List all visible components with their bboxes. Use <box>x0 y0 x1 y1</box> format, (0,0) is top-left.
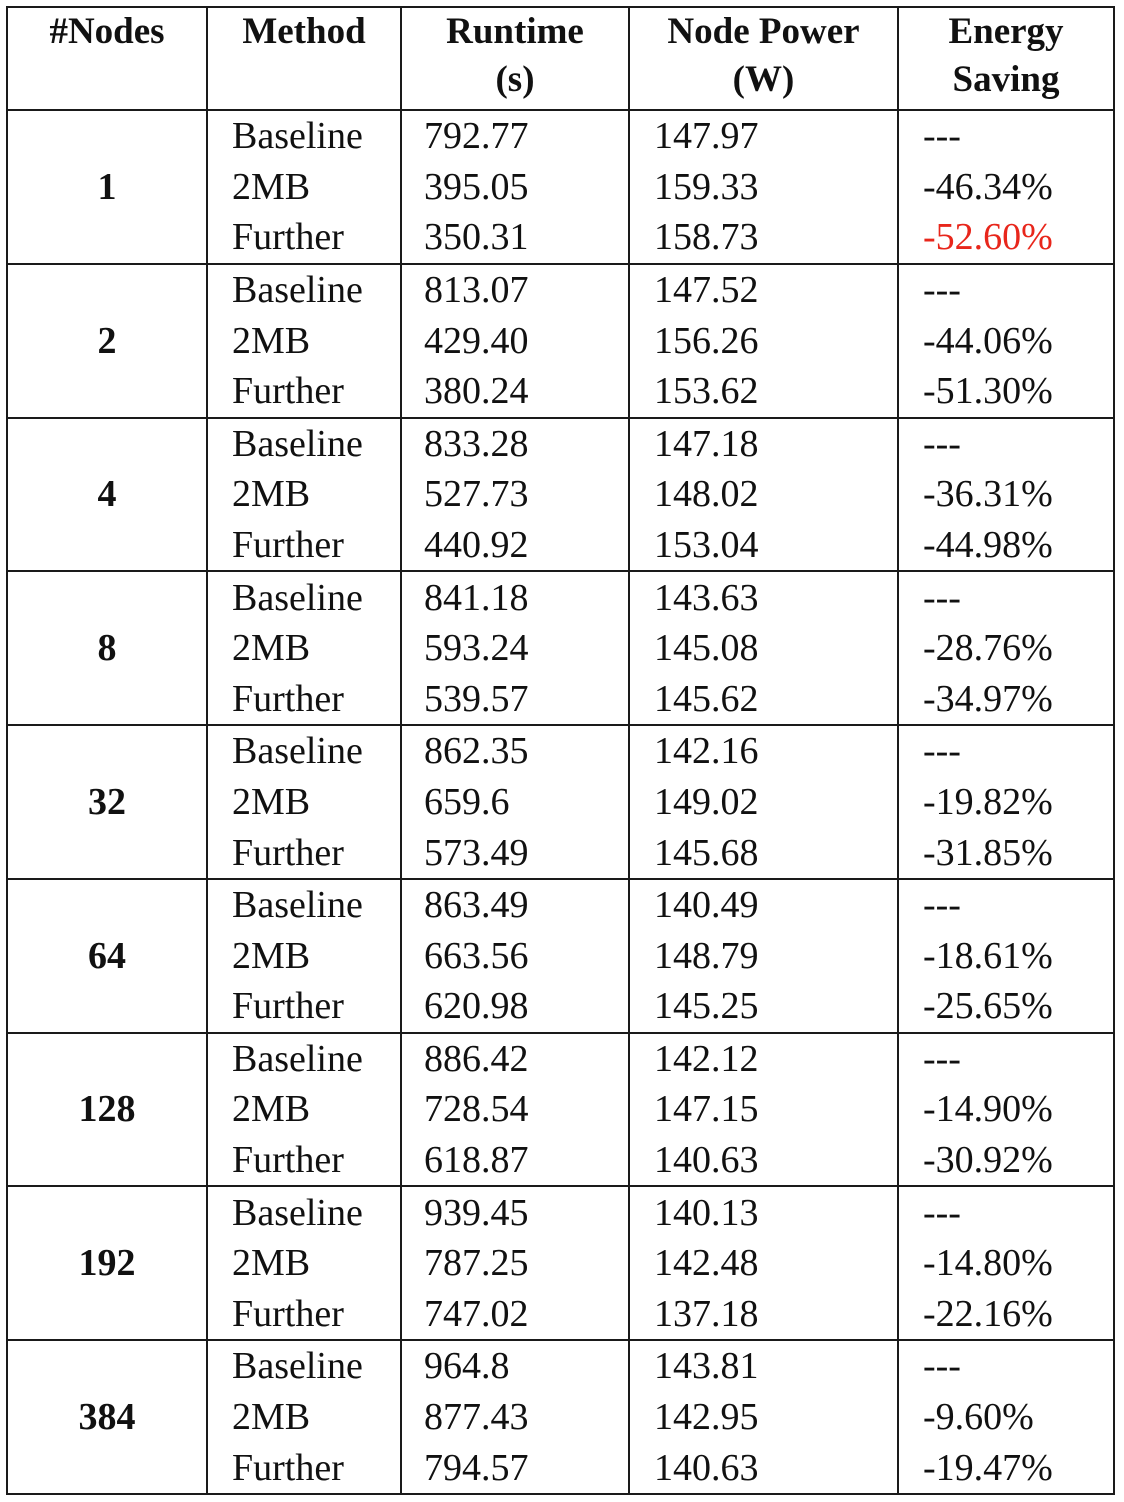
saving-cell: --- <box>898 879 1114 931</box>
method-cell: 2MB <box>207 1392 401 1443</box>
header-energy-saving: Energy Saving <box>898 7 1114 110</box>
method-cell: Baseline <box>207 418 401 470</box>
runtime-cell: 620.98 <box>401 981 629 1033</box>
saving-cell: -46.34% <box>898 162 1114 213</box>
saving-cell: -25.65% <box>898 981 1114 1033</box>
runtime-cell: 841.18 <box>401 571 629 623</box>
runtime-cell: 395.05 <box>401 162 629 213</box>
runtime-cell: 573.49 <box>401 827 629 879</box>
method-cell: Further <box>207 981 401 1033</box>
nodes-cell: 192 <box>7 1186 207 1340</box>
power-cell: 143.63 <box>629 571 898 623</box>
method-cell: Baseline <box>207 725 401 777</box>
method-cell: 2MB <box>207 623 401 674</box>
saving-cell: -36.31% <box>898 469 1114 520</box>
runtime-cell: 659.6 <box>401 777 629 828</box>
nodes-cell: 128 <box>7 1033 207 1187</box>
power-cell: 147.52 <box>629 264 898 316</box>
power-cell: 140.63 <box>629 1135 898 1187</box>
saving-cell: -52.60% <box>898 212 1114 264</box>
header-runtime: Runtime (s) <box>401 7 629 110</box>
method-cell: Further <box>207 1442 401 1494</box>
method-cell: Further <box>207 827 401 879</box>
saving-cell: --- <box>898 110 1114 162</box>
saving-cell: -14.80% <box>898 1238 1114 1289</box>
header-nodes: #Nodes <box>7 7 207 110</box>
power-cell: 140.13 <box>629 1186 898 1238</box>
runtime-cell: 862.35 <box>401 725 629 777</box>
method-cell: 2MB <box>207 930 401 981</box>
saving-cell: --- <box>898 264 1114 316</box>
runtime-cell: 787.25 <box>401 1238 629 1289</box>
power-cell: 147.97 <box>629 110 898 162</box>
power-cell: 145.25 <box>629 981 898 1033</box>
table-row <box>7 264 1114 316</box>
power-cell: 137.18 <box>629 1289 898 1341</box>
method-cell: Further <box>207 212 401 264</box>
power-cell: 149.02 <box>629 777 898 828</box>
runtime-cell: 728.54 <box>401 1084 629 1135</box>
method-cell: Further <box>207 1135 401 1187</box>
runtime-cell: 539.57 <box>401 673 629 725</box>
runtime-cell: 863.49 <box>401 879 629 931</box>
nodes-cell: 1 <box>7 110 207 264</box>
energy-results-table <box>6 6 1115 1495</box>
runtime-cell: 747.02 <box>401 1289 629 1341</box>
power-cell: 156.26 <box>629 315 898 366</box>
saving-cell: -34.97% <box>898 673 1114 725</box>
method-cell: 2MB <box>207 315 401 366</box>
header-node-power: Node Power (W) <box>629 7 898 110</box>
saving-cell: -22.16% <box>898 1289 1114 1341</box>
nodes-cell: 384 <box>7 1340 207 1494</box>
power-cell: 143.81 <box>629 1340 898 1392</box>
method-cell: 2MB <box>207 1084 401 1135</box>
table-row <box>7 1033 1114 1085</box>
header-row <box>7 7 1114 110</box>
runtime-cell: 380.24 <box>401 366 629 418</box>
saving-cell: --- <box>898 1340 1114 1392</box>
table-row <box>7 110 1114 162</box>
nodes-cell: 2 <box>7 264 207 418</box>
nodes-cell: 4 <box>7 418 207 572</box>
method-cell: Further <box>207 366 401 418</box>
runtime-cell: 792.77 <box>401 110 629 162</box>
method-cell: Baseline <box>207 571 401 623</box>
method-cell: 2MB <box>207 469 401 520</box>
method-cell: Baseline <box>207 1186 401 1238</box>
power-cell: 140.49 <box>629 879 898 931</box>
header-method: Method <box>207 7 401 110</box>
table-row <box>7 418 1114 470</box>
runtime-cell: 618.87 <box>401 1135 629 1187</box>
saving-cell: -19.82% <box>898 777 1114 828</box>
table-row <box>7 879 1114 931</box>
power-cell: 140.63 <box>629 1442 898 1494</box>
saving-cell: -14.90% <box>898 1084 1114 1135</box>
power-cell: 142.12 <box>629 1033 898 1085</box>
method-cell: Further <box>207 1289 401 1341</box>
power-cell: 142.48 <box>629 1238 898 1289</box>
saving-cell: -19.47% <box>898 1442 1114 1494</box>
saving-cell: -28.76% <box>898 623 1114 674</box>
power-cell: 145.62 <box>629 673 898 725</box>
method-cell: Further <box>207 520 401 572</box>
runtime-cell: 794.57 <box>401 1442 629 1494</box>
power-cell: 147.18 <box>629 418 898 470</box>
runtime-cell: 440.92 <box>401 520 629 572</box>
runtime-cell: 593.24 <box>401 623 629 674</box>
table-row <box>7 571 1114 623</box>
method-cell: 2MB <box>207 1238 401 1289</box>
saving-cell: -9.60% <box>898 1392 1114 1443</box>
power-cell: 153.62 <box>629 366 898 418</box>
power-cell: 148.02 <box>629 469 898 520</box>
method-cell: Baseline <box>207 1033 401 1085</box>
runtime-cell: 813.07 <box>401 264 629 316</box>
power-cell: 142.95 <box>629 1392 898 1443</box>
saving-cell: --- <box>898 418 1114 470</box>
saving-cell: -44.98% <box>898 520 1114 572</box>
runtime-cell: 964.8 <box>401 1340 629 1392</box>
saving-cell: -31.85% <box>898 827 1114 879</box>
runtime-cell: 939.45 <box>401 1186 629 1238</box>
runtime-cell: 886.42 <box>401 1033 629 1085</box>
method-cell: Baseline <box>207 879 401 931</box>
table-row <box>7 1186 1114 1238</box>
saving-cell: --- <box>898 571 1114 623</box>
nodes-cell: 64 <box>7 879 207 1033</box>
table-body <box>7 110 1114 1494</box>
power-cell: 145.68 <box>629 827 898 879</box>
table-row <box>7 1340 1114 1392</box>
table-row <box>7 725 1114 777</box>
power-cell: 153.04 <box>629 520 898 572</box>
nodes-cell: 8 <box>7 571 207 725</box>
saving-cell: -51.30% <box>898 366 1114 418</box>
power-cell: 145.08 <box>629 623 898 674</box>
power-cell: 158.73 <box>629 212 898 264</box>
saving-cell: --- <box>898 1033 1114 1085</box>
saving-cell: -44.06% <box>898 315 1114 366</box>
runtime-cell: 663.56 <box>401 930 629 981</box>
power-cell: 142.16 <box>629 725 898 777</box>
saving-cell: -18.61% <box>898 930 1114 981</box>
method-cell: Further <box>207 673 401 725</box>
power-cell: 148.79 <box>629 930 898 981</box>
runtime-cell: 833.28 <box>401 418 629 470</box>
runtime-cell: 429.40 <box>401 315 629 366</box>
saving-cell: --- <box>898 1186 1114 1238</box>
method-cell: Baseline <box>207 1340 401 1392</box>
method-cell: Baseline <box>207 110 401 162</box>
saving-cell: -30.92% <box>898 1135 1114 1187</box>
power-cell: 159.33 <box>629 162 898 213</box>
method-cell: 2MB <box>207 777 401 828</box>
saving-cell: --- <box>898 725 1114 777</box>
power-cell: 147.15 <box>629 1084 898 1135</box>
runtime-cell: 350.31 <box>401 212 629 264</box>
method-cell: Baseline <box>207 264 401 316</box>
runtime-cell: 877.43 <box>401 1392 629 1443</box>
nodes-cell: 32 <box>7 725 207 879</box>
runtime-cell: 527.73 <box>401 469 629 520</box>
method-cell: 2MB <box>207 162 401 213</box>
